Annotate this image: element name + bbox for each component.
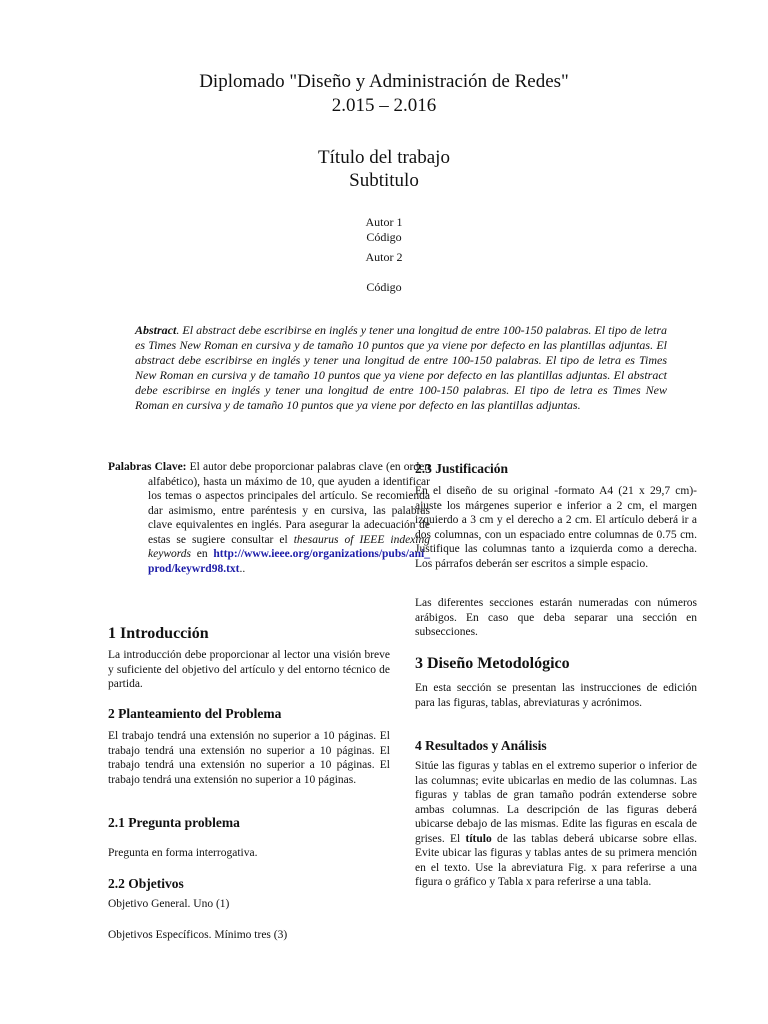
heading-objetivos: 2.2 Objetivos bbox=[108, 876, 184, 891]
problem-paragraph: El trabajo tendrá una extensión no superior a 10 páginas. El trabajo tendrá una extensión no superior a 10 páginas. El trabajo tendrá una extensión no superior a 10 páginas. El trabajo tendrá una extensión no superior a 10 páginas. bbox=[108, 730, 390, 786]
question-paragraph: Pregunta en forma interrogativa. bbox=[108, 847, 258, 859]
results-bold-word: título bbox=[465, 832, 492, 845]
author-2-code: Código bbox=[366, 280, 402, 294]
heading-planteamiento: 2 Planteamiento del Problema bbox=[108, 706, 282, 721]
paper-subtitle: Subtitulo bbox=[349, 170, 419, 191]
keywords-url-link[interactable]: http://www.ieee.org/organizations/pubs/ani_prod/keywrd98.txt bbox=[148, 548, 430, 575]
keywords-label: Palabras Clave: bbox=[108, 461, 187, 473]
justification-paragraph-1: En el diseño de su original -formato A4 (21 x 29,7 cm)- ajuste los márgenes superior e inferior a 2 cm, el margen izquierdo a 3 cm y el derecho a 2 cm. El artículo deberá ir a dos columnas, con un espaciado entre columnas de 0.75 cm. Justifique las columnas tanto a izquierda como a derecha. Los párrafos deberán ser escritos a simple espacio. bbox=[415, 485, 697, 570]
paper-title: Título del trabajo bbox=[318, 147, 450, 168]
objective-specific: Objetivos Específicos. Mínimo tres (3) bbox=[108, 929, 288, 941]
results-paragraph bbox=[415, 759, 697, 890]
heading-resultados: 4 Resultados y Análisis bbox=[415, 738, 547, 753]
keywords-text-1: El autor debe proporcionar palabras clave (en orden alfabético), hasta un máximo de 10, que ayuden a identificar los temas o aspectos principales del artículo. Se recomienda dar asimismo, entre paréntesis y en cursiva, las palabras clave equivalentes en inglés. Para asegurar la adecuación de estas se sugiere consultar el bbox=[148, 461, 430, 546]
author-2-name: Autor 2 bbox=[365, 250, 403, 264]
heading-diseno-metodologico: 3 Diseño Metodológico bbox=[415, 655, 570, 672]
method-paragraph: En esta sección se presentan las instrucciones de edición para las figuras, tablas, abreviaturas y acrónimos. bbox=[415, 682, 697, 709]
conference-years: 2.015 – 2.016 bbox=[331, 95, 437, 116]
keywords-text-2: en bbox=[191, 548, 214, 560]
results-text-2: de las tablas deberá ubicarse sobre ellas. Evite ubicar las figuras y tablas antes de su primera mención en el texto. Use la abreviatura Fig. x para referirse a una figura o gráfico y Tabla x para referirse a una tabla. bbox=[415, 832, 697, 888]
keywords-block bbox=[108, 460, 430, 576]
results-text-1: Sitúe las figuras y tablas en el extremo superior o inferior de las columnas; evite ubicarlas en medio de las columnas. Las figuras y tablas de gran tamaño podrán extenderse sobre ambas columnas. La descripción de las figuras deberá ubicarse debajo de las mismas. Edite las figuras en escala de grises. El bbox=[415, 760, 697, 845]
keywords-text-3: .. bbox=[239, 562, 246, 575]
author-1-code: Código bbox=[366, 230, 402, 244]
heading-introduccion: 1 Introducción bbox=[108, 625, 209, 642]
author-1-name: Autor 1 bbox=[365, 215, 403, 229]
keywords-thesaurus: thesaurus of IEEE indexing keywords bbox=[148, 533, 430, 560]
abstract-text: . El abstract debe escribirse en inglés y tener una longitud de entre 100-150 palabras. El tipo de letra es Times New Roman en cursiva y de tamaño 10 puntos que ya viene por defecto en las plantillas adjuntas. El abstract debe escribirse en inglés y tener una longitud de entre 100-150 palabras. El tipo de letra es Times New Roman en cursiva y de tamaño 10 puntos que ya viene por defecto en las plantillas adjuntas. El abstract debe escribirse en inglés y tener una longitud de entre 100-150 palabras. El tipo de letra es Times New Roman en cursiva y de tamaño 10 puntos que ya viene por defecto en las plantillas adjuntas. bbox=[135, 323, 667, 412]
heading-justificacion: 2.3 Justificación bbox=[415, 461, 508, 476]
abstract bbox=[135, 323, 667, 413]
intro-paragraph: La introducción debe proporcionar al lector una visión breve y suficiente del objetivo del artículo y del entorno técnico de partida. bbox=[108, 649, 390, 690]
heading-pregunta: 2.1 Pregunta problema bbox=[108, 815, 240, 830]
justification-paragraph-2: Las diferentes secciones estarán numeradas con números arábigos. En caso que deba separar una sección en subsecciones. bbox=[415, 597, 697, 638]
conference-title: Diplomado "Diseño y Administración de Redes" bbox=[199, 71, 569, 92]
objective-general: Objetivo General. Uno (1) bbox=[108, 898, 230, 910]
abstract-label: Abstract bbox=[135, 323, 177, 337]
